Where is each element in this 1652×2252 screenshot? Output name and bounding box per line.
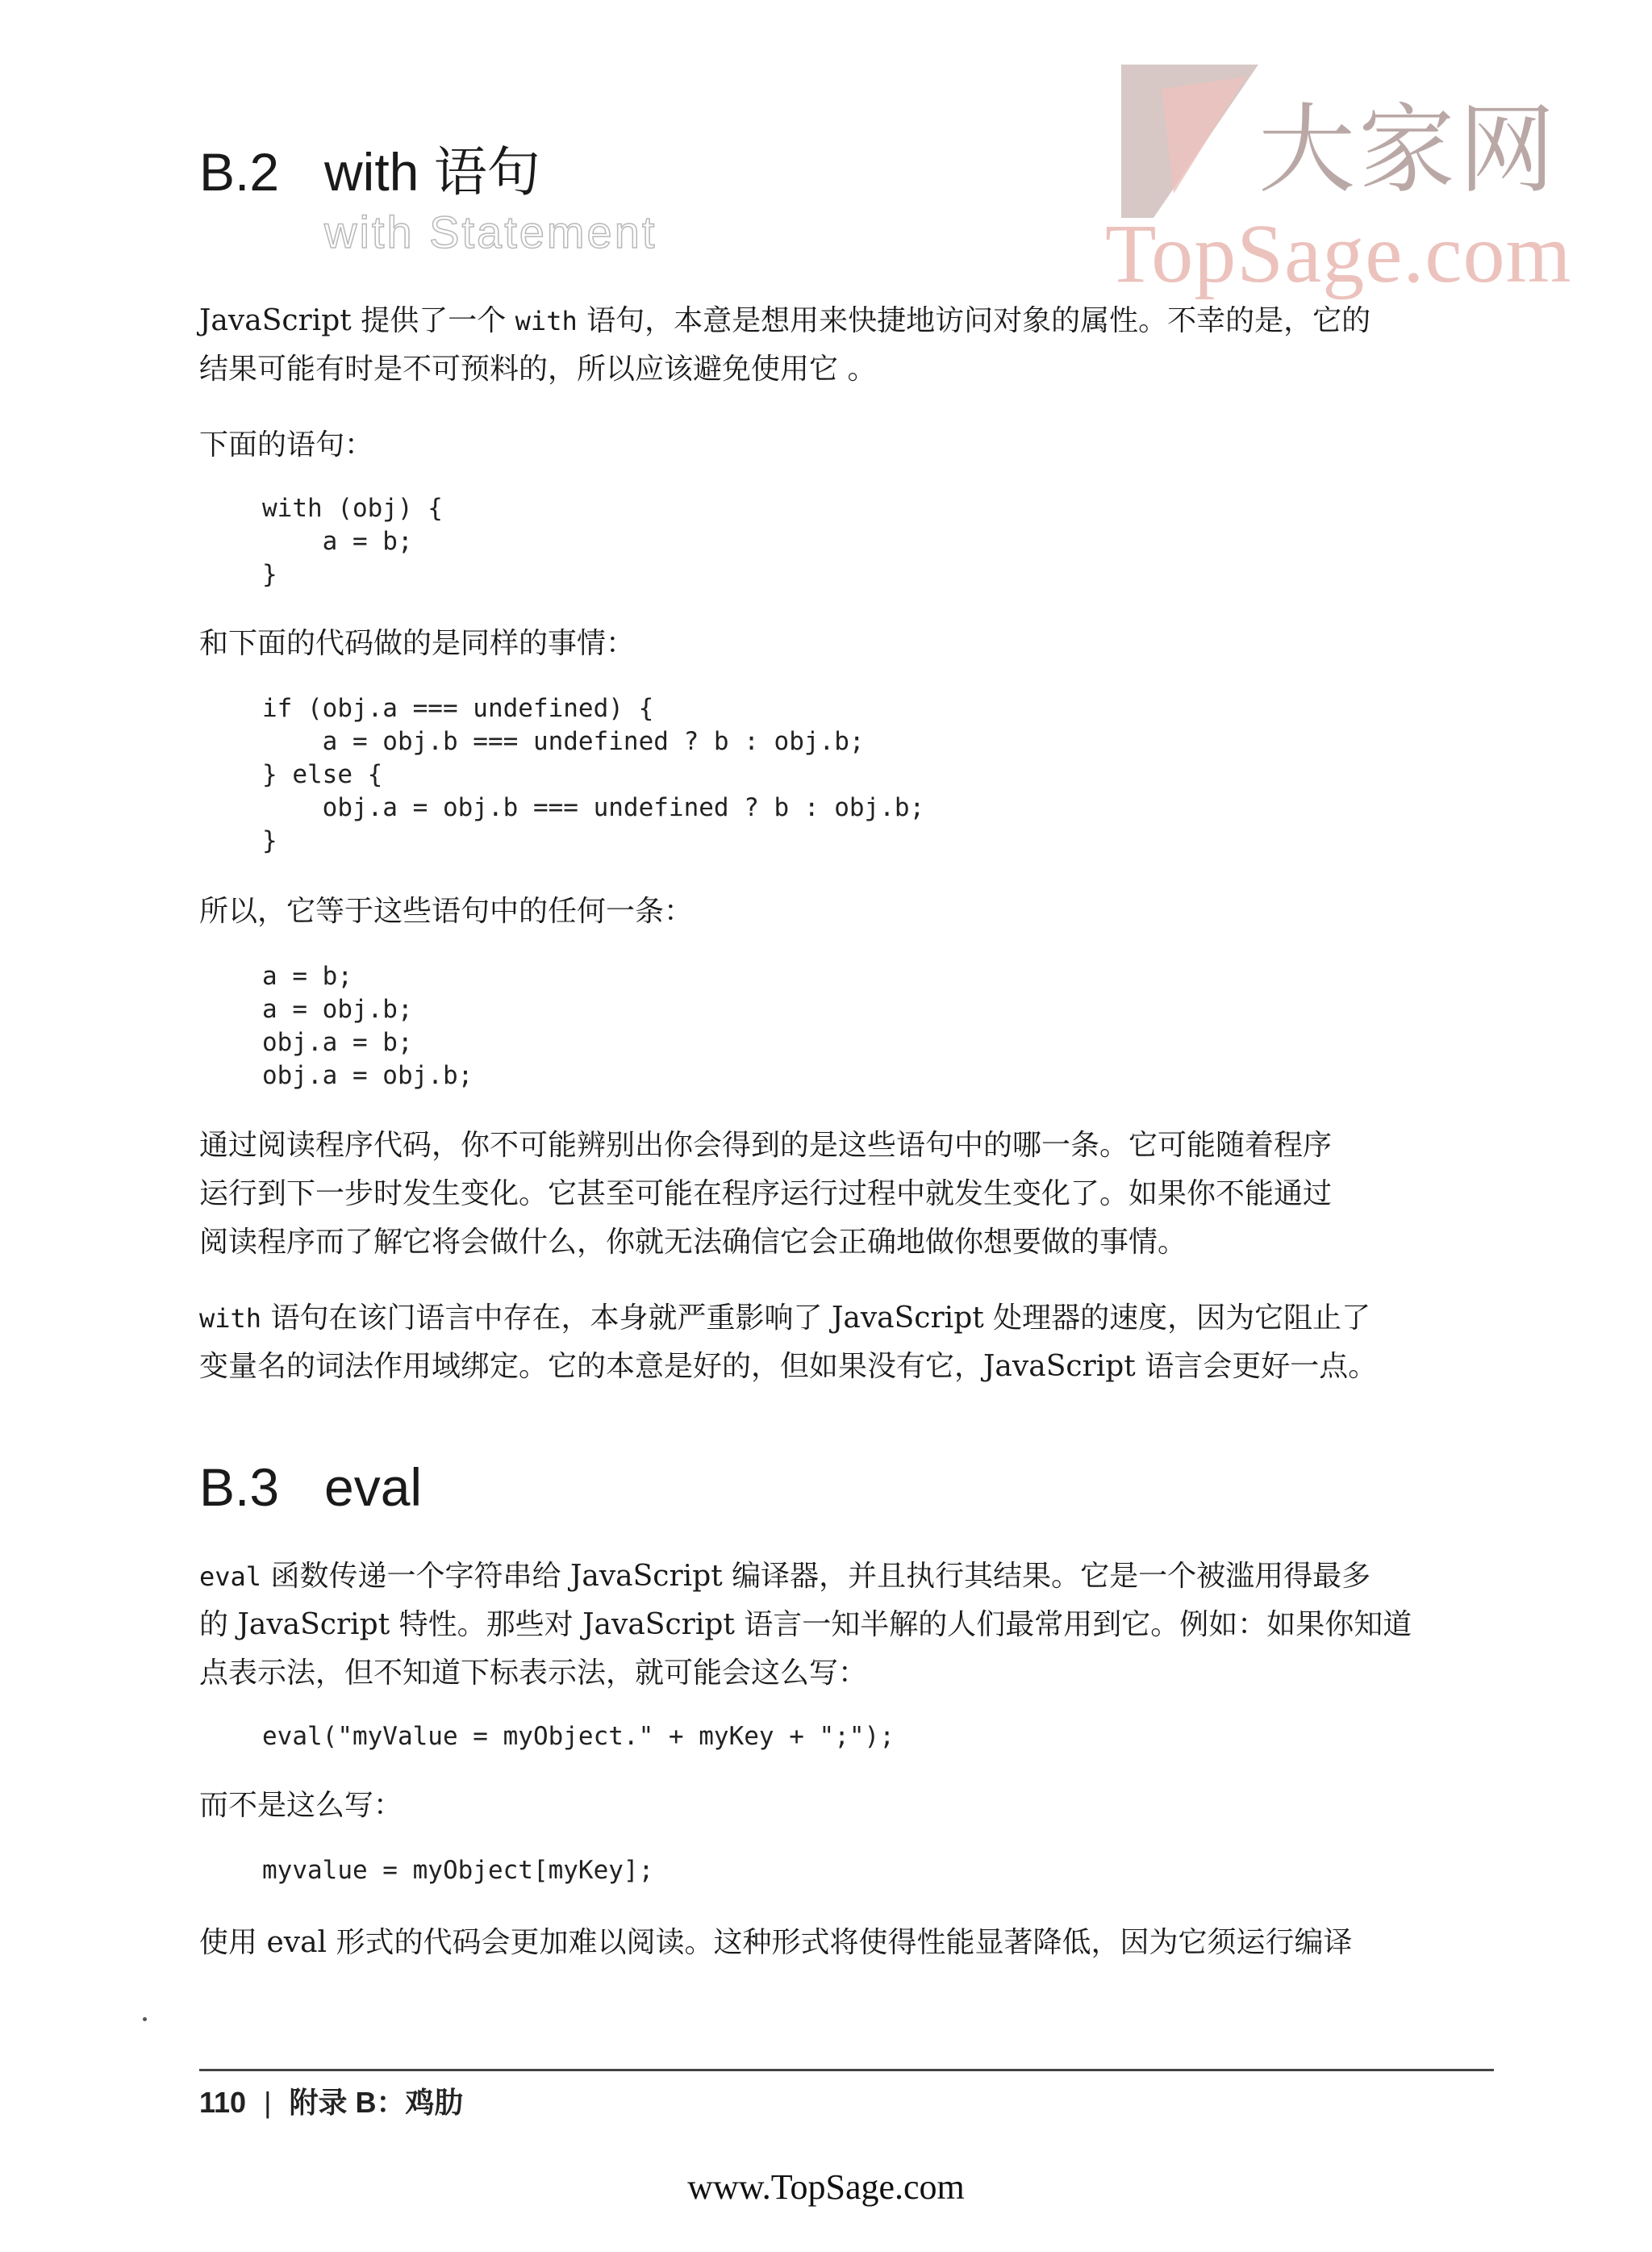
- page-footer: [199, 2080, 463, 2121]
- section-number: B.3: [199, 1457, 280, 1517]
- section-title: eval: [324, 1457, 423, 1517]
- watermark-logo-text: 大家网: [1258, 94, 1558, 207]
- same-label: 和下面的代码做的是同样的事情：: [199, 627, 636, 660]
- paragraph-line: 通过阅读程序代码，你不可能辨别出你会得到的是这些语句中的哪一条。它可能随着程序: [199, 1129, 1333, 1162]
- section-number: B.2: [199, 142, 280, 202]
- code-block-eval: eval("myValue = myObject." + myKey + ";");: [262, 1722, 895, 1751]
- paragraph-line: 结果可能有时是不可预料的，所以应该避免使用它 。: [199, 353, 877, 386]
- section-subtitle: with Statement: [324, 207, 657, 257]
- watermark-site-text: TopSage.com: [1105, 207, 1572, 300]
- b2-intro-paragraph: [199, 297, 1490, 394]
- instead-label: 而不是这么写：: [199, 1789, 403, 1822]
- equiv-label: 所以，它等于这些语句中的任何一条：: [199, 895, 694, 928]
- code-block-assignments: a = b; a = obj.b; obj.a = b; obj.a = obj.b;: [262, 962, 473, 1090]
- paragraph-line: 点表示法，但不知道下标表示法，就可能会这么写：: [199, 1657, 868, 1690]
- paragraph-line: 运行到下一步时发生变化。它甚至可能在程序运行过程中就发生变化了。如果你不能通过: [199, 1177, 1333, 1210]
- b3-intro-paragraph: [199, 1552, 1490, 1698]
- b2-paragraph-2: [199, 1122, 1490, 1267]
- paragraph-line: 变量名的词法作用域绑定。它的本意是好的，但如果没有它，JavaScript 语言会更好一点。: [199, 1350, 1378, 1383]
- code-block-subscript: myvalue = myObject[myKey];: [262, 1856, 654, 1885]
- paragraph-line: 的 JavaScript 特性。那些对 JavaScript 语言一知半解的人们最常用到它。例如：如果你知道: [199, 1608, 1412, 1641]
- code-block-if-else: if (obj.a === undefined) { a = obj.b === undefined ? b : obj.b; } else { obj.a = obj.b === undefined ? b : obj.b; }: [262, 694, 925, 855]
- paragraph-line: with 语句在该门语言中存在，本身就严重影响了 JavaScript 处理器的速度，因为它阻止了: [199, 1301, 1371, 1335]
- b3-last-line: 使用 eval 形式的代码会更加难以阅读。这种形式将使得性能显著降低，因为它须运行编译: [199, 1926, 1353, 1959]
- footer-separator: |: [264, 2086, 272, 2119]
- chapter-title: 附录 B：鸡肋: [289, 2086, 464, 2119]
- paragraph-line: JavaScript 提供了一个 with 语句，本意是想用来快捷地访问对象的属性。不幸的是，它的: [199, 304, 1371, 337]
- section-b2-heading: [199, 129, 540, 206]
- paragraph-line: eval 函数传递一个字符串给 JavaScript 编译器，并且执行其结果。它是一个被滥用得最多: [199, 1560, 1371, 1593]
- triangle-logo-icon: [1105, 56, 1266, 226]
- watermark: [1105, 56, 1589, 315]
- paragraph-line: 阅读程序而了解它将会做什么，你就无法确信它会正确地做你想要做的事情。: [199, 1226, 1187, 1259]
- page-number: 110: [199, 2086, 247, 2119]
- section-title: with 语句: [324, 142, 540, 202]
- code-block-with: with (obj) { a = b; }: [262, 494, 443, 589]
- b2-paragraph-3: [199, 1294, 1490, 1391]
- section-b3-heading: [199, 1456, 422, 1518]
- site-url: www.TopSage.com: [687, 2167, 965, 2207]
- footer-rule: [199, 2069, 1494, 2071]
- below-label: 下面的语句：: [199, 428, 374, 462]
- scan-speck: [143, 2017, 147, 2021]
